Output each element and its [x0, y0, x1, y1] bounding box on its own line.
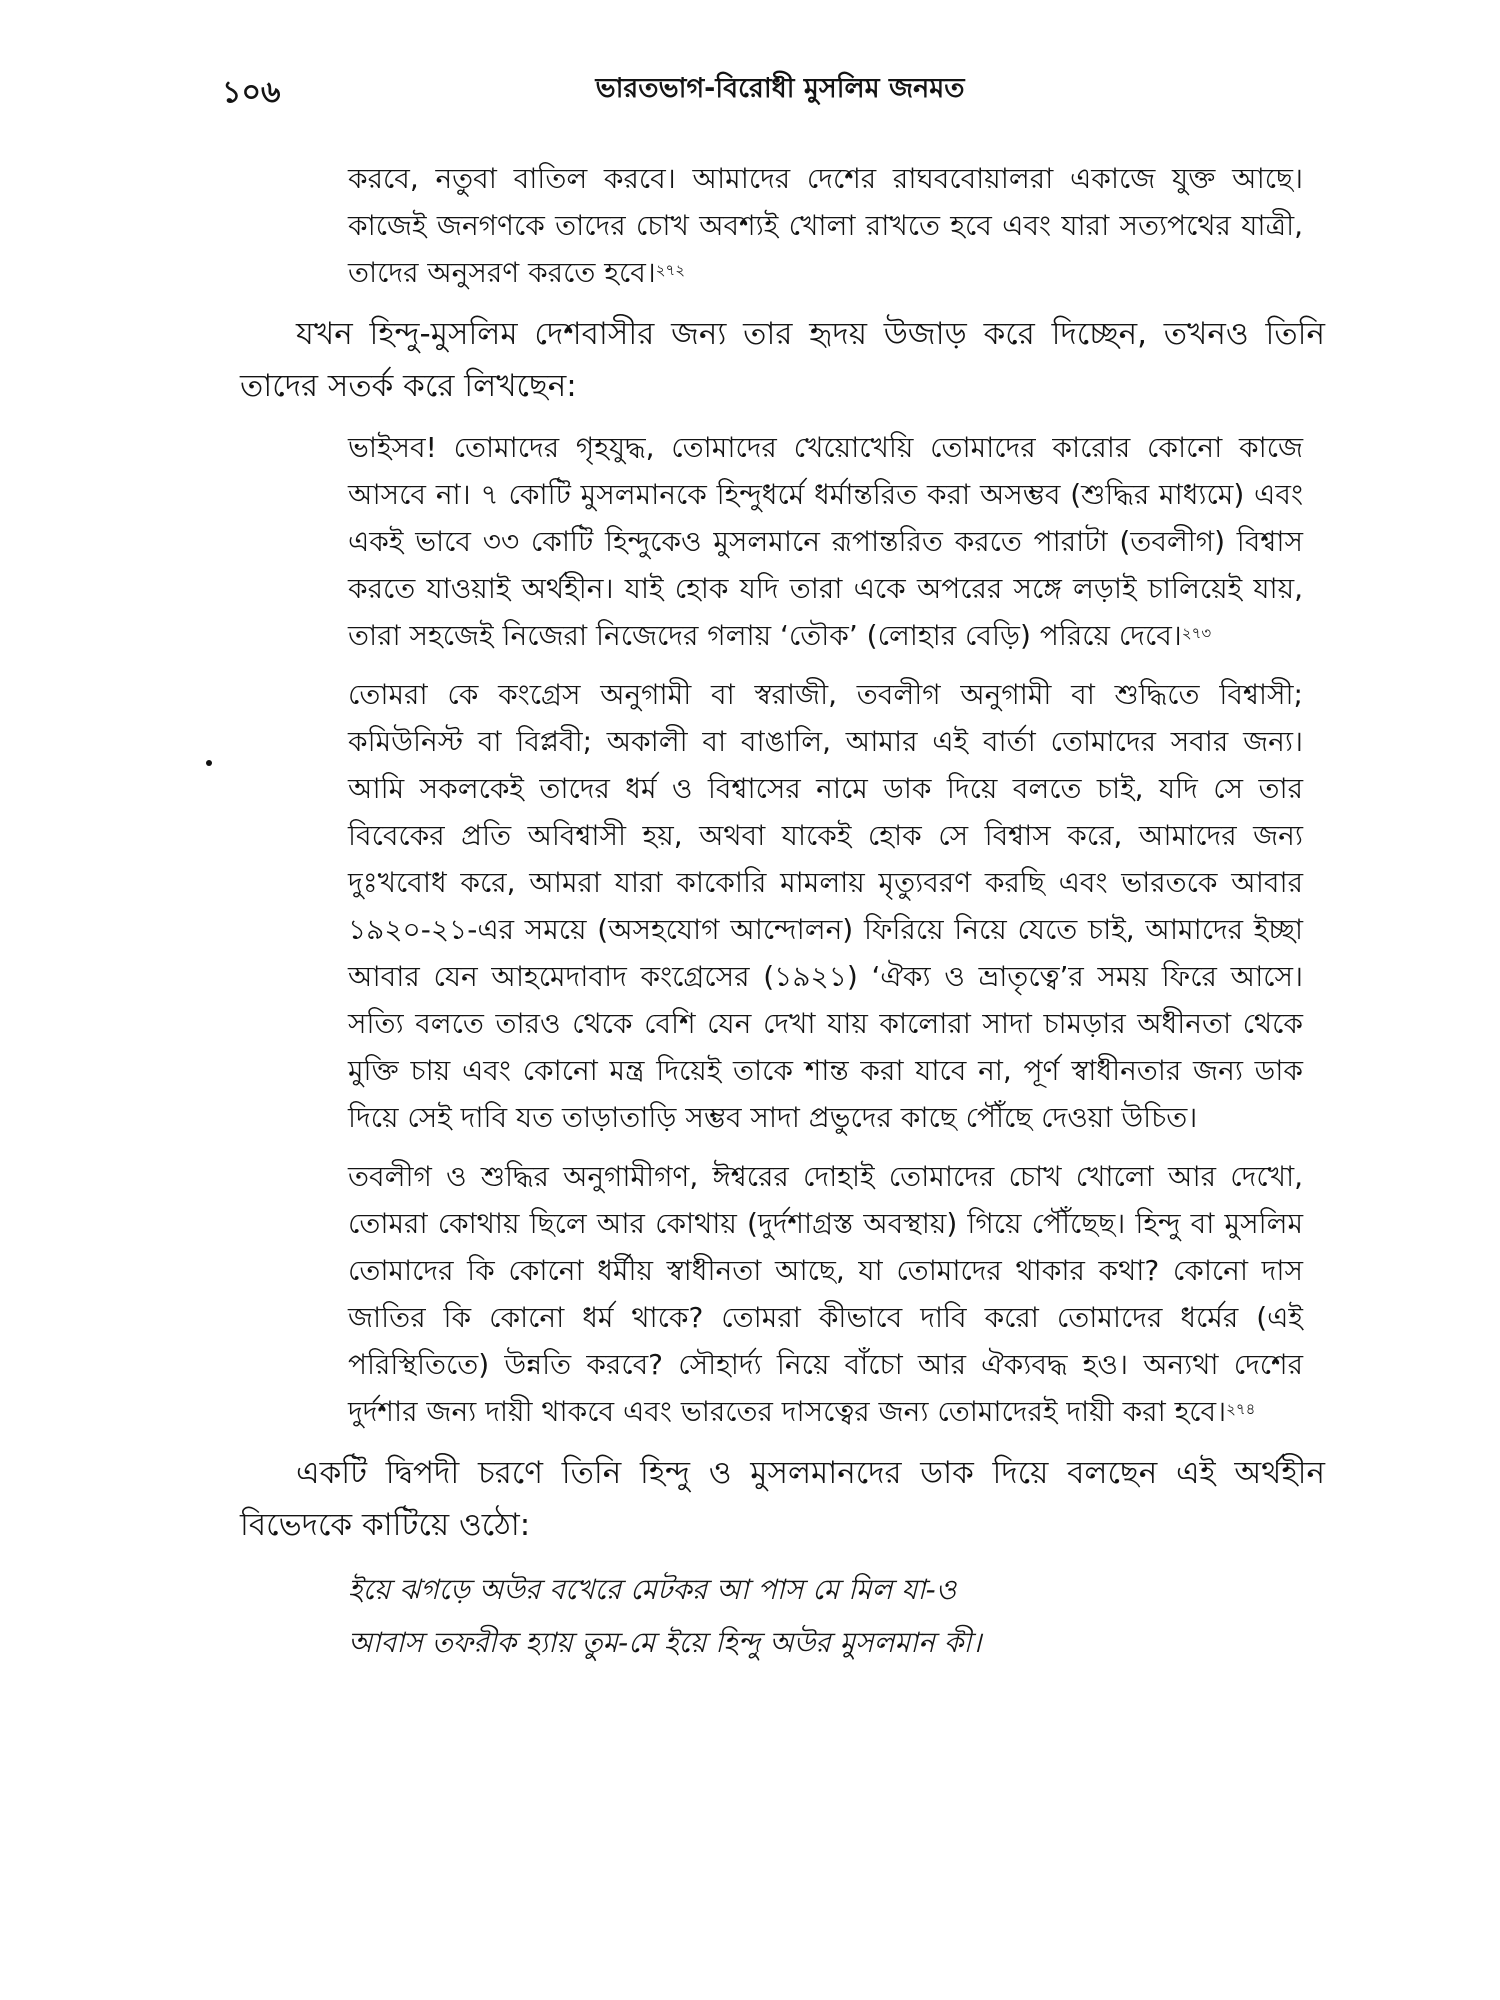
verse-line: ইয়ে ঝগড়ে অউর বখেরে মেটকর আ পাস মে মিল যা-ও [348, 1573, 957, 1606]
stray-mark [206, 760, 212, 766]
footnote-ref: ২৭৩ [1181, 624, 1212, 642]
block-quote-3: তোমরা কে কংগ্রেস অনুগামী বা স্বরাজী, তবলীগ অনুগামী বা শুদ্ধিতে বিশ্বাসী; কমিউনিস্ট বা বিপ্লবী; অকালী বা বাঙালি, আমার এই বার্তা তোমাদের সবার জন্য। আমি সকলকেই তাদের ধর্ম ও বিশ্বাসের নামে ডাক দিয়ে বলতে চাই, যদি সে তার বিবেকের প্রতি অবিশ্বাসী হয়, অথবা যাকেই হোক সে বিশ্বাস করে, আমাদের জন্য দুঃখবোধ করে, আমরা যারা কাকোরি মামলায় মৃত্যুবরণ করছি এবং ভারতকে আবার ১৯২০-২১-এর সময়ে (অসহযোগ আন্দোলন) ফিরিয়ে নিয়ে যেতে চাই, আমাদের ইচ্ছা আবার যেন আহমেদাবাদ কংগ্রেসের (১৯২১) ‘ঐক্য ও ভ্রাতৃত্বে’র সময় ফিরে আসে। সত্যি বলতে তারও থেকে বেশি যেন দেখা যায় কালোরা সাদা চামড়ার অধীনতা থেকে মুক্তি চায় এবং কোনো মন্ত্র দিয়েই তাকে শান্ত করা যাবে না, পূর্ণ স্বাধীনতার জন্য ডাক দিয়ে সেই দাবি যত তাড়াতাড়ি সম্ভব সাদা প্রভুদের কাছে পৌঁছে দেওয়া উচিত। [348, 678, 1303, 1134]
paragraph-1: যখন হিন্দু-মুসলিম দেশবাসীর জন্য তার হৃদয় উজাড় করে দিচ্ছেন, তখনও তিনি তাদের সতর্ক করে লিখছেন: [240, 316, 1325, 404]
footnote-ref: ২৭৪ [1226, 1400, 1256, 1418]
block-quote-2 [348, 424, 1303, 659]
page-header [0, 60, 1500, 110]
running-title: ভারতভাগ-বিরোধী মুসলিম জনমত [595, 73, 965, 104]
page-body [240, 155, 1325, 1669]
block-quote-4 [348, 1153, 1303, 1435]
page-number: ১০৬ [222, 75, 281, 110]
footnote-ref: ২৭২ [655, 261, 686, 279]
paragraph-2: একটি দ্বিপদী চরণে তিনি হিন্দু ও মুসলমানদের ডাক দিয়ে বলছেন এই অর্থহীন বিভেদকে কাটিয়ে ওঠো: [240, 1455, 1325, 1543]
quote-text: তবলীগ ও শুদ্ধির অনুগামীগণ, ঈশ্বরের দোহাই তোমাদের চোখ খোলো আর দেখো, তোমরা কোথায় ছিলে আর কোথায় (দুর্দশাগ্রস্ত অবস্থায়) গিয়ে পৌঁছেছ। হিন্দু বা মুসলিম তোমাদের কি কোনো ধর্মীয় স্বাধীনতা আছে, যা তোমাদের থাকার কথা? কোনো দাস জাতির কি কোনো ধর্ম থাকে? তোমরা কীভাবে দাবি করো তোমাদের ধর্মের (এই পরিস্থিতিতে) উন্নতি করবে? সৌহার্দ্য নিয়ে বাঁচো আর ঐক্যবদ্ধ হও। অন্যথা দেশের দুর্দশার জন্য দায়ী থাকবে এবং ভারতের দাসত্বের জন্য তোমাদেরই দায়ী করা হবে। [348, 1160, 1303, 1428]
verse-couplet [348, 1563, 1325, 1669]
quote-text: ভাইসব! তোমাদের গৃহযুদ্ধ, তোমাদের খেয়োখেয়ি তোমাদের কারোর কোনো কাজে আসবে না। ৭ কোটি মুসলমানকে হিন্দুধর্মে ধর্মান্তরিত করা অসম্ভব (শুদ্ধির মাধ্যমে) এবং একই ভাবে ৩৩ কোটি হিন্দুকেও মুসলমানে রূপান্তরিত করতে পারাটা (তবলীগ) বিশ্বাস করতে যাওয়াই অর্থহীন। যাই হোক যদি তারা একে অপরের সঙ্গে লড়াই চালিয়েই যায়, তারা সহজেই নিজেরা নিজেদের গলায় ‘তৌক’ (লোহার বেড়ি) পরিয়ে দেবে। [348, 431, 1303, 652]
verse-line: আবাস তফরীক হ্যায় তুম-মে ইয়ে হিন্দু অউর মুসলমান কী। [348, 1626, 982, 1659]
block-quote-1 [348, 155, 1303, 296]
quote-text: করবে, নতুবা বাতিল করবে। আমাদের দেশের রাঘববোয়ালরা একাজে যুক্ত আছে। কাজেই জনগণকে তাদের চোখ অবশ্যই খোলা রাখতে হবে এবং যারা সত্যপথের যাত্রী, তাদের অনুসরণ করতে হবে। [348, 162, 1303, 289]
